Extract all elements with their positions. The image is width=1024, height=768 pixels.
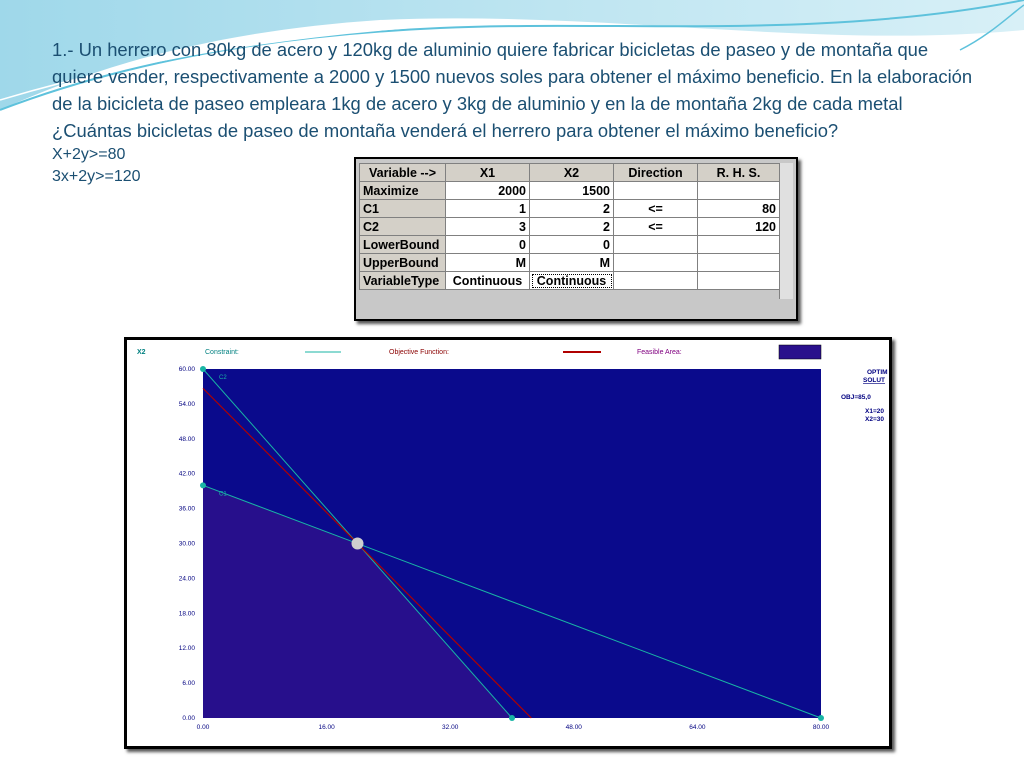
table-cell[interactable] [614, 182, 698, 200]
y-tick-label: 30.00 [178, 540, 195, 548]
legend-feasible-swatch [779, 345, 821, 359]
table-cell[interactable]: M [446, 254, 530, 272]
equation-1: X+2y>=80 [52, 146, 126, 163]
y-tick-label: 24.00 [178, 575, 195, 583]
x-tick-label: 0.00 [196, 724, 210, 731]
y-tick-label: 60.00 [178, 366, 195, 373]
table-cell-focused[interactable]: Continuous [530, 272, 614, 290]
table-cell[interactable] [614, 236, 698, 254]
y-tick-label: 42.00 [178, 470, 195, 478]
table-cell[interactable] [614, 272, 698, 290]
y-tick-label: 48.00 [178, 435, 195, 443]
lp-data-grid [354, 157, 798, 321]
y-tick-label: 6.00 [182, 680, 195, 688]
table-header-row [360, 164, 780, 182]
table-cell[interactable]: <= [614, 200, 698, 218]
table-row [360, 200, 780, 218]
y-tick-label: 18.00 [178, 610, 195, 618]
row-label: C1 [360, 200, 446, 218]
row-label: LowerBound [360, 236, 446, 254]
constraint-endpoint [818, 715, 824, 721]
row-label: UpperBound [360, 254, 446, 272]
row-label: VariableType [360, 272, 446, 290]
table-cell[interactable]: 3 [446, 218, 530, 236]
header-rhs: R. H. S. [698, 164, 780, 182]
solution-subtitle: SOLUT [863, 377, 886, 384]
table-row [360, 236, 780, 254]
constraint-endpoint [509, 715, 515, 721]
solution-x1: X1=20 [865, 408, 884, 415]
header-x1: X1 [446, 164, 530, 182]
graph-window [124, 337, 892, 749]
table-cell[interactable]: M [530, 254, 614, 272]
x-tick-label: 48.00 [565, 724, 582, 731]
solution-objective: OBJ=85,0 [841, 394, 871, 401]
x-tick-label: 32.00 [442, 724, 459, 731]
table-cell[interactable] [698, 254, 780, 272]
table-cell[interactable] [698, 272, 780, 290]
constraint-tag-c1: C1 [219, 491, 227, 498]
legend-objective-label: Objective Function: [389, 349, 449, 356]
table-cell[interactable]: 0 [530, 236, 614, 254]
table-row [360, 254, 780, 272]
table-cell[interactable]: 2 [530, 200, 614, 218]
row-label: Maximize [360, 182, 446, 200]
constraint-endpoint [200, 482, 206, 488]
table-row [360, 182, 780, 200]
equation-2: 3x+2y>=120 [52, 168, 141, 185]
header-variable: Variable --> [360, 164, 446, 182]
table-cell[interactable]: 0 [446, 236, 530, 254]
table-cell[interactable]: <= [614, 218, 698, 236]
lp-graph [127, 340, 889, 746]
x-tick-label: 64.00 [689, 724, 706, 731]
table-cell[interactable]: Continuous [446, 272, 530, 290]
table-cell[interactable] [698, 182, 780, 200]
solution-x2: X2=30 [865, 416, 884, 423]
x-tick-label: 80.00 [812, 724, 830, 731]
header-direction: Direction [614, 164, 698, 182]
table-cell[interactable] [614, 254, 698, 272]
constraint-tag-c2: C2 [219, 375, 227, 381]
header-x2: X2 [530, 164, 614, 182]
y-tick-label: 54.00 [178, 400, 195, 408]
optimal-point [352, 538, 364, 550]
table-cell[interactable]: 1500 [530, 182, 614, 200]
problem-statement: 1.- Un herrero con 80kg de acero y 120kg de aluminio quiere fabricar bicicletas de paseo y de montaña que quiere vender, respectivamente a 2000 y 1500 nuevos soles para obtener el máximo beneficio. En la elaboración de la bicicleta de paseo empleara 1kg de acero y 3kg de aluminio y en la de montaña 2kg de cada metal ¿Cuántas bicicletas de paseo de montaña venderá el herrero para obtener el máximo beneficio? [52, 39, 973, 141]
vertical-scrollbar[interactable] [779, 163, 793, 299]
table-row [360, 218, 780, 236]
constraint-endpoint [200, 366, 206, 372]
solution-title: OPTIM [867, 369, 888, 376]
y-axis-label: X2 [137, 349, 146, 356]
table-cell[interactable]: 80 [698, 200, 780, 218]
table-cell[interactable]: 2 [530, 218, 614, 236]
table-cell[interactable]: 2000 [446, 182, 530, 200]
table-cell[interactable] [698, 236, 780, 254]
legend-constraint-label: Constraint: [205, 349, 239, 356]
legend-feasible-label: Feasible Area: [637, 349, 682, 356]
y-tick-label: 0.00 [182, 715, 195, 722]
y-tick-label: 36.00 [178, 505, 195, 513]
table-row [360, 272, 780, 290]
row-label: C2 [360, 218, 446, 236]
table-cell[interactable]: 1 [446, 200, 530, 218]
y-tick-label: 12.00 [178, 645, 195, 653]
x-tick-label: 16.00 [318, 724, 335, 731]
lp-table [359, 163, 780, 290]
table-cell[interactable]: 120 [698, 218, 780, 236]
